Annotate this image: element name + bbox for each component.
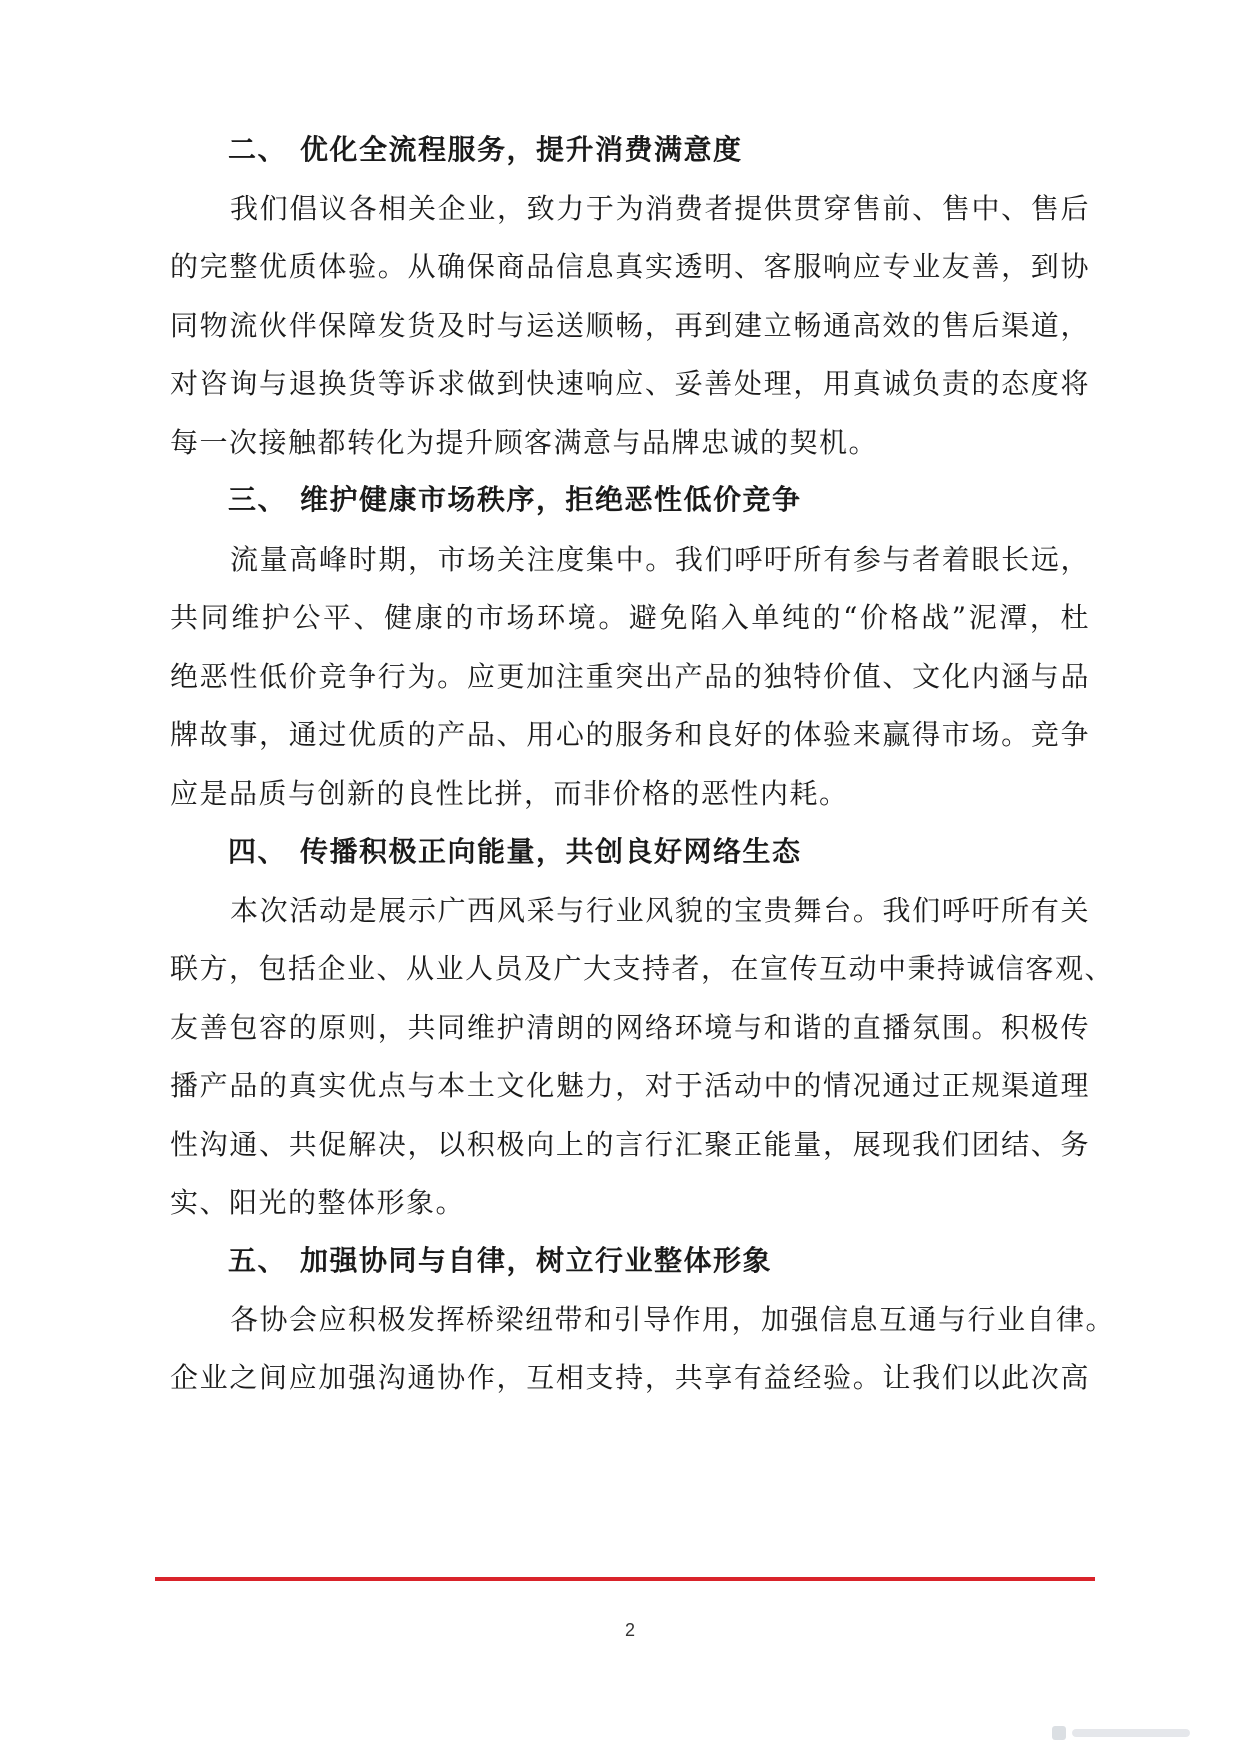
- section-heading-3: [228, 480, 802, 520]
- section-number: 四、: [228, 835, 288, 868]
- paragraph-line: 对咨询与退换货等诉求做到快速响应、妥善处理，用真诚负责的态度将: [170, 367, 1090, 400]
- paragraph-line: 本次活动是展示广西风采与行业风貌的宝贵舞台。我们呼吁所有关: [230, 894, 1090, 927]
- section-title: 优化全流程服务，提升消费满意度: [300, 133, 743, 166]
- watermark-logo-icon: [1050, 1722, 1200, 1744]
- paragraph-line: 应是品质与创新的良性比拼，而非价格的恶性内耗。: [170, 777, 849, 810]
- paragraph-line: 牌故事，通过优质的产品、用心的服务和良好的体验来赢得市场。竞争: [170, 718, 1090, 751]
- section-title: 维护健康市场秩序，拒绝恶性低价竞争: [300, 483, 802, 516]
- section-number: 二、: [228, 133, 288, 166]
- section-heading-4: [228, 832, 802, 872]
- section-title: 加强协同与自律，树立行业整体形象: [300, 1244, 773, 1277]
- paragraph-line: 的完整优质体验。从确保商品信息真实透明、客服响应专业友善，到协: [170, 250, 1090, 283]
- paragraph-line: 各协会应积极发挥桥梁纽带和引导作用，加强信息互通与行业自律。: [230, 1303, 1116, 1336]
- paragraph-line: 企业之间应加强沟通协作，互相支持，共享有益经验。让我们以此次高: [170, 1361, 1090, 1394]
- paragraph-line: 流量高峰时期，市场关注度集中。我们呼吁所有参与者着眼长远，: [230, 543, 1090, 576]
- paragraph-line: 同物流伙伴保障发货及时与运送顺畅，再到建立畅通高效的售后渠道，: [170, 309, 1090, 342]
- section-heading-5: [228, 1241, 772, 1281]
- section-number: 五、: [228, 1244, 288, 1277]
- paragraph-line: 每一次接触都转化为提升顾客满意与品牌忠诚的契机。: [170, 426, 879, 459]
- paragraph-line: 友善包容的原则，共同维护清朗的网络环境与和谐的直播氛围。积极传: [170, 1011, 1090, 1044]
- footer-red-rule: [155, 1577, 1095, 1581]
- paragraph-line: 播产品的真实优点与本土文化魅力，对于活动中的情况通过正规渠道理: [170, 1069, 1090, 1102]
- section-title: 传播积极正向能量，共创良好网络生态: [300, 835, 802, 868]
- section-number: 三、: [228, 483, 288, 516]
- paragraph-line: 我们倡议各相关企业，致力于为消费者提供贯穿售前、售中、售后: [230, 192, 1090, 225]
- paragraph-line: 实、阳光的整体形象。: [170, 1186, 466, 1219]
- paragraph-line: 联方，包括企业、从业人员及广大支持者，在宣传互动中秉持诚信客观、: [170, 952, 1115, 985]
- page-number: 2: [624, 1620, 635, 1640]
- paragraph-line: 性沟通、共促解决，以积极向上的言行汇聚正能量，展现我们团结、务: [170, 1128, 1090, 1161]
- paragraph-line: 绝恶性低价竞争行为。应更加注重突出产品的独特价值、文化内涵与品: [170, 660, 1090, 693]
- paragraph-line: 共同维护公平、健康的市场环境。避免陷入单纯的“价格战”泥潭，杜: [170, 601, 1090, 634]
- section-heading-2: [228, 130, 743, 170]
